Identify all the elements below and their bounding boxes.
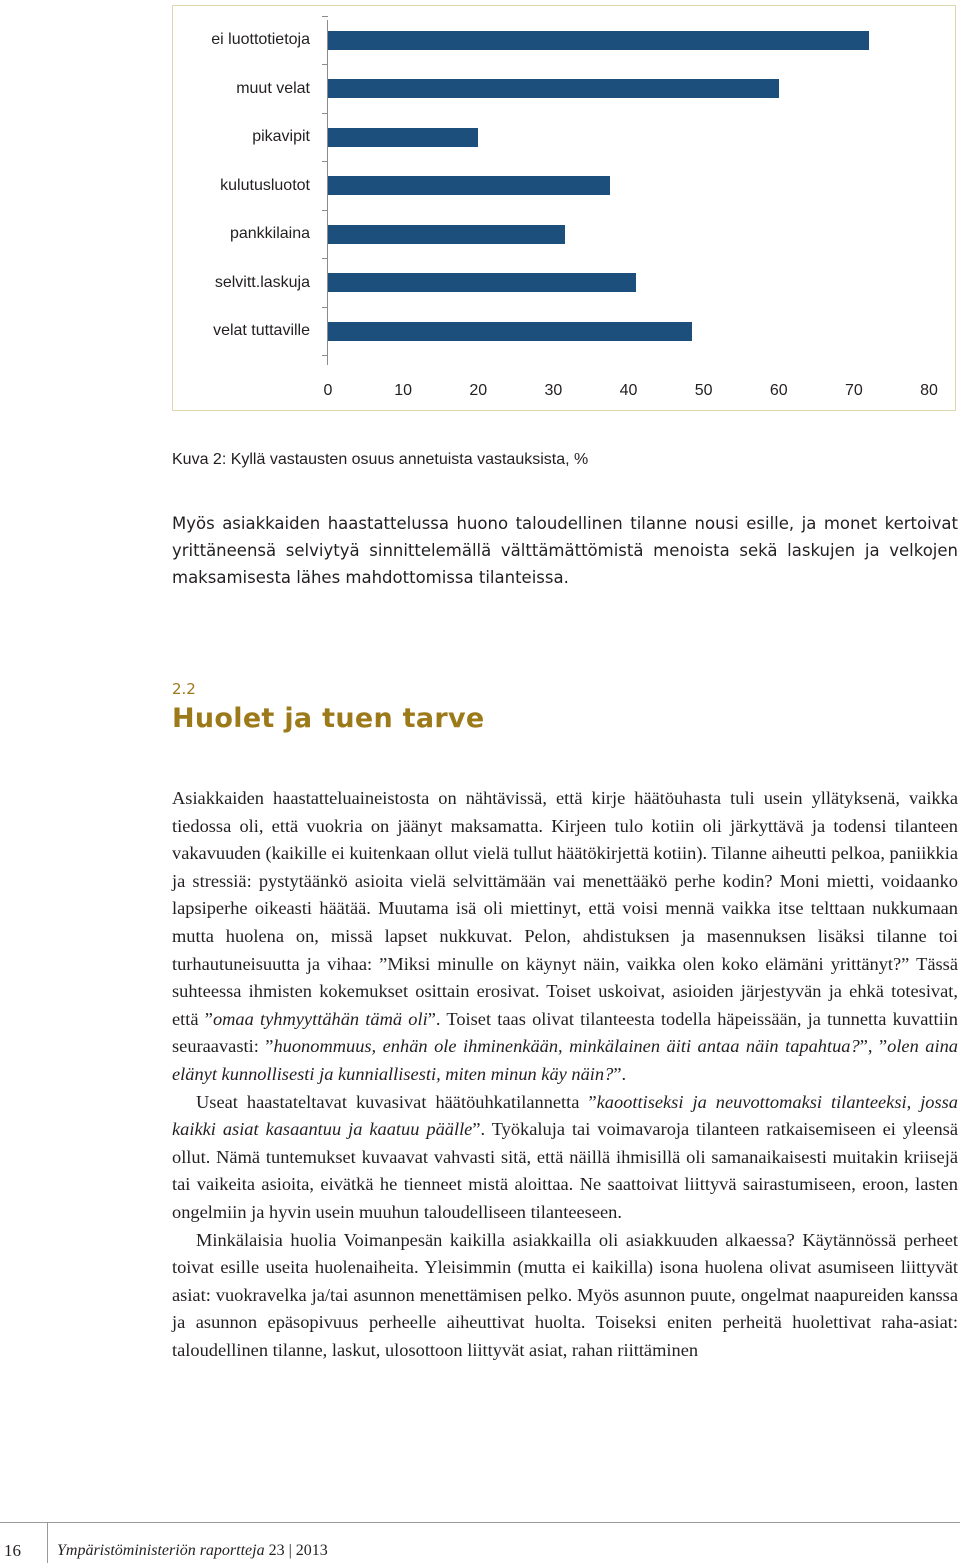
y-tick-mark — [322, 16, 328, 17]
series-name: Ympäristöministeriön raportteja — [57, 1542, 265, 1559]
footer-rule — [0, 1522, 960, 1523]
paragraph-2 — [172, 1089, 958, 1227]
p1-text-c: ”. Toiset taas olivat tilanteesta todella häpeissään, ja tunnetta kuvattiin seuraavasti: ” — [172, 1008, 959, 1057]
y-tick-mark — [322, 210, 328, 211]
y-tick-mark — [322, 307, 328, 308]
section-title: Huolet ja tuen tarve — [172, 703, 485, 734]
bar-chart — [172, 5, 956, 411]
bar — [328, 273, 636, 292]
series-year: 2013 — [295, 1542, 328, 1559]
category-label: selvitt.laskuja — [214, 273, 310, 291]
p1-quote-3: olen aina elänyt kunnollisesti ja kunniallisesti, miten minun käy näin? — [172, 1036, 958, 1084]
x-tick-label: 40 — [619, 382, 638, 399]
x-tick-label: 80 — [920, 382, 938, 399]
bar — [328, 128, 478, 147]
page-number: 16 — [4, 1541, 21, 1560]
section-number: 2.2 — [172, 680, 196, 698]
p1-quote-2: huonommuus, enhän ole ihminenkään, minkälainen äiti antaa näin tapahtua? — [273, 1036, 860, 1057]
category-label: pankkilaina — [229, 225, 310, 242]
p1-quote-1: omaa tyhmyyttähän tämä oli — [212, 1008, 428, 1029]
x-tick-label: 20 — [469, 382, 488, 399]
p2-text-a: Useat haastateltavat kuvasivat häätöuhkatilannetta ” — [196, 1091, 597, 1112]
p2-quote: kaoottiseksi ja neuvottomaksi tilanteeksi, jossa kaikki asiat kasaantuu ja kaatuu päälle — [172, 1091, 959, 1140]
bar — [328, 176, 610, 195]
y-tick-mark — [322, 258, 328, 259]
x-tick-label: 0 — [323, 382, 333, 399]
x-tick-label: 10 — [394, 382, 413, 399]
p1-text-e: ”, ” — [859, 1036, 888, 1057]
y-tick-mark — [322, 113, 328, 114]
p2-text-c: ”. Työkaluja tai voimavaroja tilanteen ratkaisemiseen ei yleensä ollut. Nämä tuntemukset kuvaavat vahvasti sitä, että näillä ihmisillä oli samanaikaisesti muitakin kriisejä tai vaikeita asioita, eivätkä he tienneet mistä aloittaa. Ne saattoivat liittyvä sairastumiseen, eroon, lasten ongelmiin ja hyvin usein muuhun taloudelliseen tilanteeseen. — [172, 1119, 958, 1222]
figure-caption: Kuva 2: Kyllä vastausten osuus annetuista vastauksista, % — [172, 451, 589, 468]
y-tick-mark — [322, 355, 328, 356]
intro-paragraph: Myös asiakkaiden haastattelussa huono taloudellinen tilanne nousi esille, ja monet kertoivat yrittäneensä selviytyä sinnittelemällä välttämättömistä menoista sekä laskujen ja velkojen maksamisesta lähes mahdottomissa tilanteissa. — [172, 514, 958, 587]
p1-text-a: Asiakkaiden haastatteluaineistosta on nähtävissä, että kirje häätöuhasta tuli usein yllätyksenä, vaikka tiedossa oli, että vuokria on jäänyt maksamatta. Kirjeen tulo kotiin oli järkyttävä ja todensi tilanteen vakavuuden (kaikille ei kuitenkaan ollut vielä tullut häätökirjettä kotiin). Tilanne aiheutti pelkoa, paniikkia ja stressiä: pystytäänkö asioita vielä selvittämään vai menettääkö perhe kodin? Moni mietti, voidaanko lapsiperhe oikeasti häätää. Muutama isä oli miettinyt, että voisi mennä vaikka itse telttaan nukkumaan mutta huolena on, missä lapset nukkuvat. Pelon, ahdistuksen ja masennuksen lisäksi tilanne toi turhautuneisuutta ja vihaa: ”Miksi minulle on käynyt näin, vaikka olen koko elämäni yrittänyt?” Tässä suhteessa ihmisten kokemukset osittain erosivat. Toiset uskoivat, asioiden järjestyvän ja ehkä totesivat, että ” — [172, 788, 958, 1029]
category-label: ei luottotietoja — [211, 31, 310, 48]
footer-divider — [47, 1522, 48, 1563]
x-tick-label: 60 — [769, 382, 788, 399]
y-tick-mark — [322, 64, 328, 65]
bar — [328, 322, 692, 341]
x-tick-label: 50 — [694, 382, 713, 399]
category-label: muut velat — [236, 79, 310, 97]
series-number: 23 — [268, 1542, 285, 1559]
category-label: kulutusluotot — [220, 176, 310, 194]
category-label: velat tuttaville — [213, 322, 310, 339]
x-tick-label: 30 — [544, 382, 563, 399]
paragraph-3: Minkälaisia huolia Voimanpesän kaikilla asiakkailla oli asiakkuuden alkaessa? Käytännössä perheet toivat esille useita huolenaiheita. Yleisimmin (mutta ei kaikilla) isona huolena olivat asumiseen liittyvät asiat: vuokravelka ja/tai asunnon menettämisen pelko. Myös asunnon puute, ongelmat naapureiden kanssa ja asunnon epäsopivuus perheelle aiheuttivat huolta. Toiseksi eniten perheitä huolettivat raha-asiat: taloudellinen tilanne, laskut, ulosottoon liittyvät asiat, rahan riittäminen — [172, 1229, 958, 1360]
bar — [328, 31, 869, 50]
bar — [328, 79, 779, 98]
footer-series: Ympäristöministeriön raportteja 23 | 2013 — [57, 1542, 328, 1559]
x-tick-label: 70 — [844, 382, 863, 399]
p1-text-g: ”. — [613, 1063, 627, 1084]
category-label: pikavipit — [252, 128, 310, 145]
bar — [328, 225, 565, 244]
body-text — [172, 785, 958, 1364]
y-tick-mark — [322, 161, 328, 162]
paragraph-1 — [172, 785, 958, 1089]
